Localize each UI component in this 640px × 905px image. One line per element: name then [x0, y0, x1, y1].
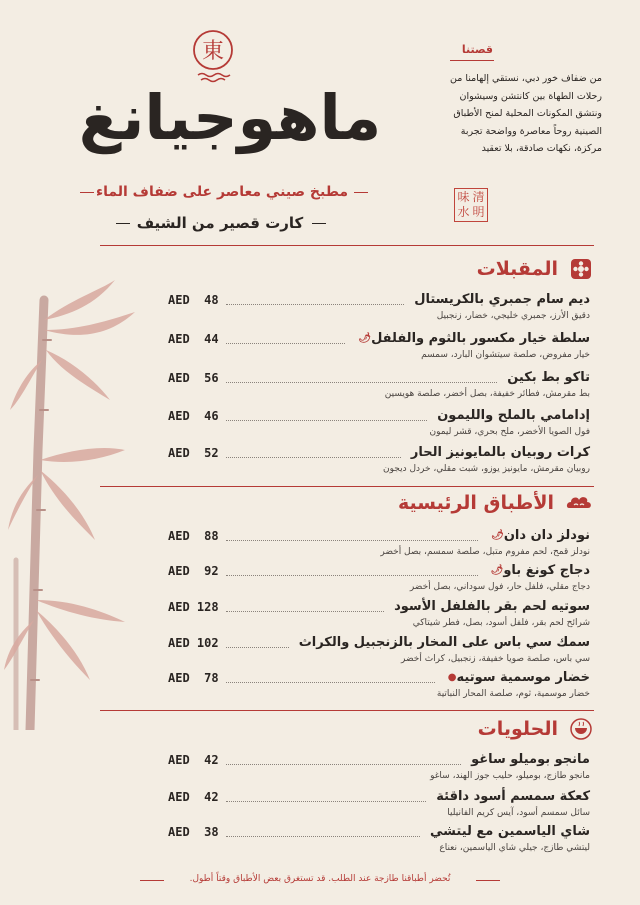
dot-leader	[226, 382, 497, 383]
item-description: خيار مفروض، صلصة سيتشوان البارد، سمسم	[421, 350, 590, 360]
brand-tagline: مطبخ صيني معاصر على ضفاف الماء	[95, 184, 349, 200]
menu-item-row	[168, 670, 590, 688]
dot-leader	[226, 343, 345, 344]
item-name	[433, 408, 590, 423]
menu-item	[168, 670, 590, 704]
menu-item-row	[168, 635, 590, 653]
cloud-icon	[566, 492, 592, 514]
item-name	[432, 789, 590, 804]
menu-item-row	[168, 599, 590, 617]
item-price: AED 48	[168, 293, 219, 307]
seal-char: 味	[457, 190, 470, 204]
item-name-text: ديم سام جمبري بالكريستال	[414, 292, 590, 307]
menu-item-row	[168, 789, 590, 807]
item-description: مانجو طازج، بوميلو، حليب جوز الهند، ساغو	[430, 771, 590, 781]
dot-leader	[226, 836, 420, 837]
footer-note: تُحضر أطباقنا طازجة عند الطلب. قد تستغرق بعض الأطباق وقتاً أطول.	[189, 874, 451, 884]
item-name	[441, 670, 590, 685]
story-title: قصتنا	[461, 43, 493, 56]
brand-subtagline: كارت قصير من الشيف	[136, 214, 304, 232]
seal-char: 水	[457, 205, 470, 219]
dot-leader	[226, 611, 384, 612]
item-description: روبيان مقرمش، مايونيز يوزو، شبت مقلي، خردل ديجون	[383, 464, 590, 474]
item-description: ليتشي طازج، جيلي شاي الياسمين، نعناع	[439, 843, 590, 853]
item-name-text: سمك سي باس على المخار بالزنجبيل والكراث	[298, 635, 590, 650]
divider	[100, 245, 594, 246]
menu-item-row	[168, 563, 590, 581]
dot-leader	[226, 764, 461, 765]
item-price: AED 78	[168, 671, 219, 685]
chili-icon: 🌶	[358, 333, 372, 344]
bamboo-illustration	[0, 260, 160, 730]
item-description: دقيق الأرز، جمبري خليجي، خضار، زنجبيل	[436, 311, 590, 321]
item-description: بط مقرمش، فطائر خفيفة، بصل أخضر، صلصة هويسين	[384, 389, 590, 399]
item-name-text: نودلز دان دان	[503, 528, 590, 543]
item-description: نودلز قمح، لحم مفروم متبل، صلصة سمسم، بصل أخضر	[380, 547, 590, 557]
menu-item-row	[168, 528, 590, 546]
item-description: خضار موسمية، ثوم، صلصة المحار النباتية	[436, 689, 590, 699]
seal-char: 明	[472, 205, 485, 219]
menu-item-row	[168, 370, 590, 388]
section-header-appetizers	[477, 258, 592, 280]
item-description: شرائح لحم بقر، فلفل أسود، بصل، فطر شيتاكي	[412, 618, 590, 628]
item-name	[410, 292, 590, 307]
item-description: سي باس، صلصة صويا خفيفة، زنجبيل، كراث أخضر	[401, 654, 590, 664]
menu-item	[168, 292, 590, 326]
dot-leader	[226, 457, 401, 458]
section-title: المقبلات	[476, 258, 558, 280]
footer-dash-right	[476, 880, 500, 881]
bowl-icon	[570, 718, 592, 740]
leaf-icon: ●	[447, 672, 457, 683]
dot-leader	[226, 575, 478, 576]
dot-leader	[226, 682, 435, 683]
item-name	[407, 445, 590, 460]
brand-name: ماهوجيانغ	[78, 81, 382, 154]
item-name	[295, 635, 590, 650]
menu-item-row	[168, 408, 590, 426]
item-name-text: شاي الياسمين مع ليتشي	[430, 824, 590, 839]
item-name-text: سلطة خيار مكسور بالثوم والفلفل	[371, 331, 590, 346]
item-price: AED 52	[168, 446, 219, 460]
menu-item	[168, 563, 590, 597]
flower-icon	[570, 258, 592, 280]
item-price: AED 46	[168, 409, 219, 423]
menu-item	[168, 789, 590, 823]
dot-leader	[226, 304, 404, 305]
item-description: دجاج مقلي، فلفل حار، فول سوداني، بصل أخضر	[409, 582, 590, 592]
item-name-text: خضار موسمية سوتيه	[456, 670, 590, 685]
logo-glyph: 東	[201, 39, 225, 64]
item-price: AED 42	[168, 753, 219, 767]
menu-item-row	[168, 331, 590, 349]
item-price: AED 56	[168, 371, 219, 385]
item-name	[484, 563, 590, 578]
item-name	[503, 370, 590, 385]
item-price: AED 92	[168, 564, 219, 578]
item-name-text: كرات روبيان بالمايونيز الحار	[410, 445, 590, 460]
story-body: من ضفاف خور دبي، نستقي إلهامنا من رحلات الطهاة بين كانتشن وسيشوان ونتشق المكونات المحلية لمنح الأطباق الصينية روحاً معاصرة وواضحة تجربة مركزة، نكهات صادقة، بلا تعقيد	[450, 73, 602, 154]
item-name	[390, 599, 590, 614]
chili-icon: 🌶	[491, 530, 504, 541]
section-header-mains	[398, 492, 592, 514]
menu-item	[168, 824, 590, 858]
menu-item-row	[168, 292, 590, 310]
divider	[100, 486, 594, 487]
divider	[100, 710, 594, 711]
item-name-text: كعكة سمسم أسود داقئة	[436, 789, 590, 804]
item-description: فول الصويا الأخضر، ملح بحري، قشر ليمون	[429, 427, 590, 437]
seal-char: 清	[472, 190, 485, 204]
item-name	[426, 824, 590, 839]
menu-item	[168, 331, 590, 365]
item-name-text: إدامامي بالملح والليمون	[437, 408, 590, 423]
item-name-text: تاكو بط بكين	[507, 370, 590, 385]
footer-dash-left	[140, 880, 164, 881]
menu-item	[168, 445, 590, 479]
menu-item	[168, 408, 590, 442]
story-rule	[450, 60, 494, 61]
item-name	[467, 752, 590, 767]
item-name	[351, 331, 590, 346]
item-price: AED 38	[168, 825, 219, 839]
menu-item	[168, 599, 590, 633]
section-header-desserts	[478, 718, 592, 740]
item-price: AED 128	[168, 600, 219, 614]
dot-leader	[226, 540, 478, 541]
tagline-dash-right	[354, 192, 368, 193]
subtagline-dash-right	[312, 223, 326, 224]
seal-stamp	[454, 188, 488, 222]
dot-leader	[226, 801, 426, 802]
logo-emblem	[190, 28, 236, 84]
item-description: سائل سمسم أسود، آيس كريم الفانيليا	[447, 808, 590, 818]
menu-item-row	[168, 445, 590, 463]
item-name-text: دجاج كونغ باو	[503, 563, 590, 578]
dot-leader	[226, 647, 289, 648]
section-title: الأطباق الرئيسية	[397, 492, 554, 514]
menu-item	[168, 635, 590, 669]
menu-item	[168, 370, 590, 404]
item-price: AED 42	[168, 790, 219, 804]
menu-item	[168, 752, 590, 786]
item-name	[484, 528, 590, 543]
item-price: AED 102	[168, 636, 219, 650]
chili-icon: 🌶	[490, 565, 504, 576]
dot-leader	[226, 420, 427, 421]
section-title: الحلويات	[477, 718, 558, 740]
item-price: AED 88	[168, 529, 219, 543]
menu-item	[168, 528, 590, 562]
item-price: AED 44	[168, 332, 219, 346]
menu-item-row	[168, 824, 590, 842]
menu-item-row	[168, 752, 590, 770]
item-name-text: سوتيه لحم بقر بالفلفل الأسود	[394, 599, 590, 614]
item-name-text: مانجو بوميلو ساغو	[471, 752, 590, 767]
